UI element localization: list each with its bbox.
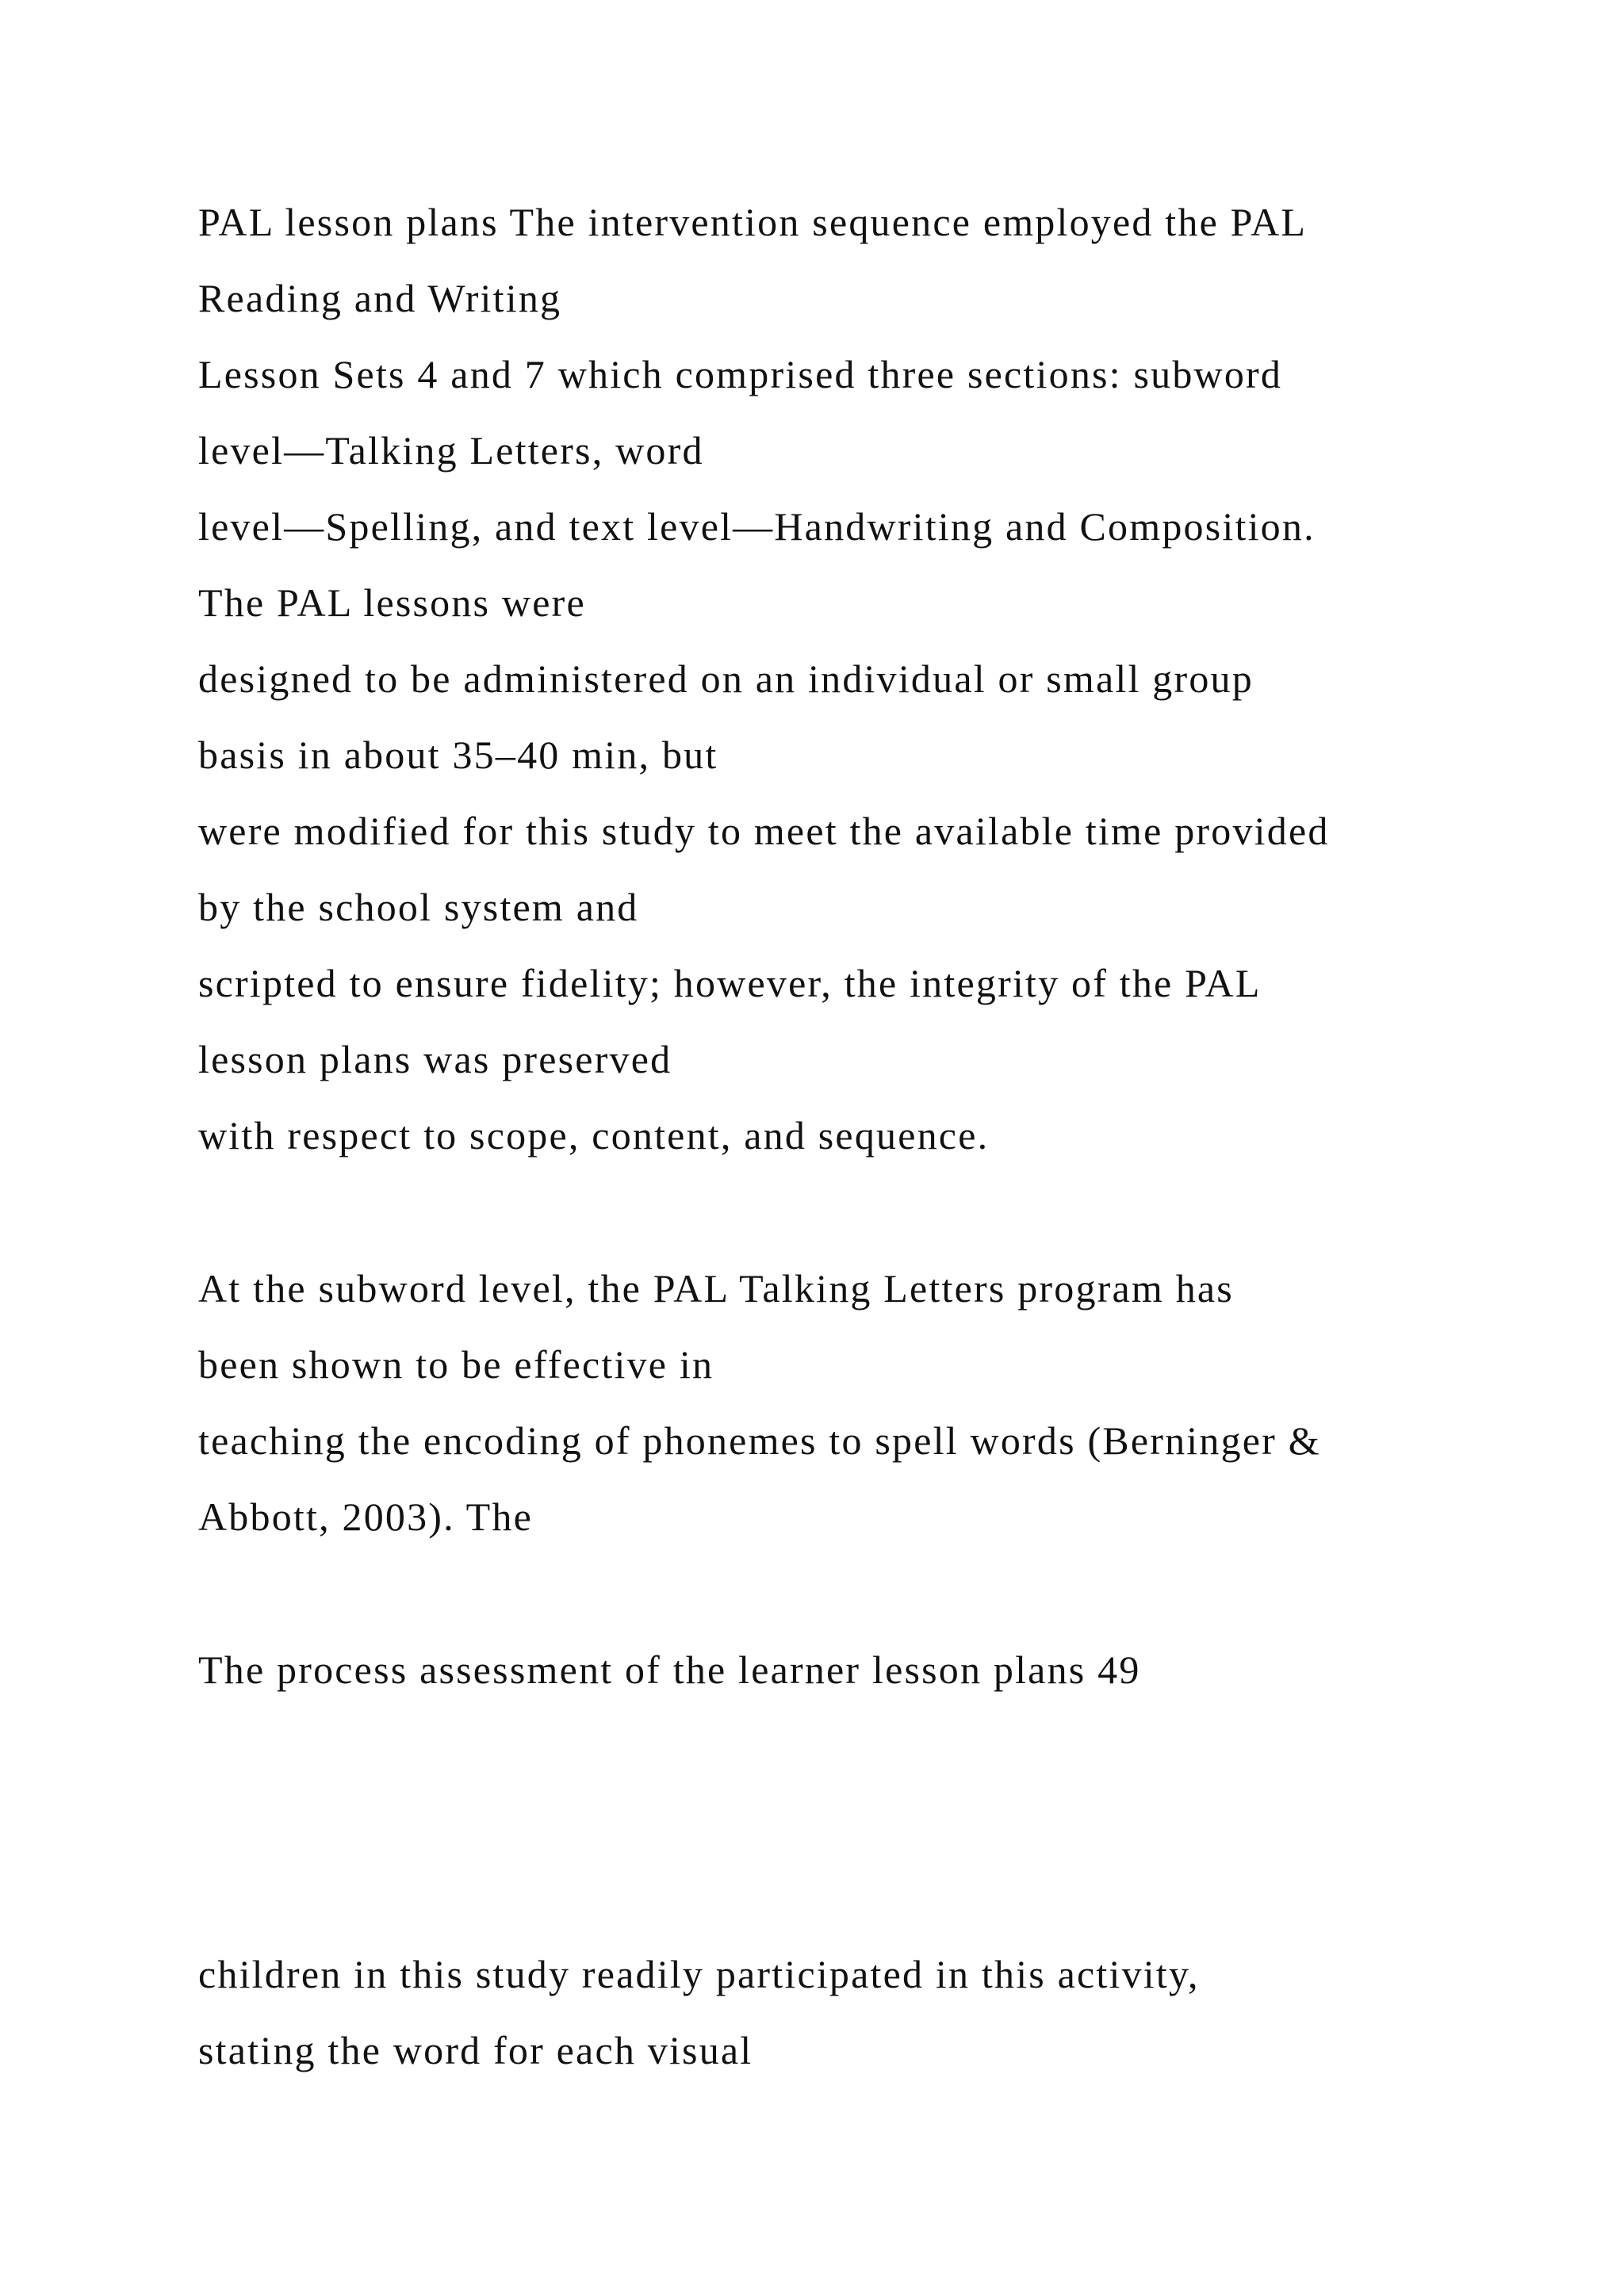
text-line: with respect to scope, content, and sequence.: [198, 1113, 990, 1158]
text-line: Reading and Writing: [198, 276, 562, 320]
text-line: stating the word for each visual: [198, 2028, 753, 2072]
text-line: PAL lesson plans The intervention sequence employed the PAL: [198, 200, 1308, 244]
text-line: lesson plans was preserved: [198, 1037, 672, 1081]
text-line: were modified for this study to meet the available time provided: [198, 809, 1330, 853]
text-line: been shown to be effective in: [198, 1342, 714, 1387]
text-line: basis in about 35–40 min, but: [198, 733, 718, 777]
text-line: At the subword level, the PAL Talking Letters program has: [198, 1266, 1234, 1311]
footer-text: The process assessment of the learner lesson plans 49: [198, 1647, 1141, 1692]
paragraph-children-participation: [198, 1936, 1546, 2088]
text-line: level—Spelling, and text level—Handwriting and Composition.: [198, 504, 1316, 549]
paragraph-pal-lesson-plans: [198, 184, 1546, 1173]
text-line: designed to be administered on an individual or small group: [198, 656, 1254, 701]
paragraph-subword-level: [198, 1250, 1546, 1555]
text-line: Lesson Sets 4 and 7 which comprised three sections: subword: [198, 352, 1283, 396]
running-footer: [198, 1632, 1546, 1708]
text-line: Abbott, 2003). The: [198, 1494, 533, 1539]
text-line: scripted to ensure fidelity; however, the integrity of the PAL: [198, 961, 1262, 1005]
text-line: by the school system and: [198, 885, 639, 929]
text-line: teaching the encoding of phonemes to spell words (Berninger &: [198, 1418, 1321, 1463]
text-line: The PAL lessons were: [198, 580, 586, 625]
text-line: level—Talking Letters, word: [198, 428, 704, 473]
text-line: children in this study readily participated in this activity,: [198, 1952, 1200, 1996]
